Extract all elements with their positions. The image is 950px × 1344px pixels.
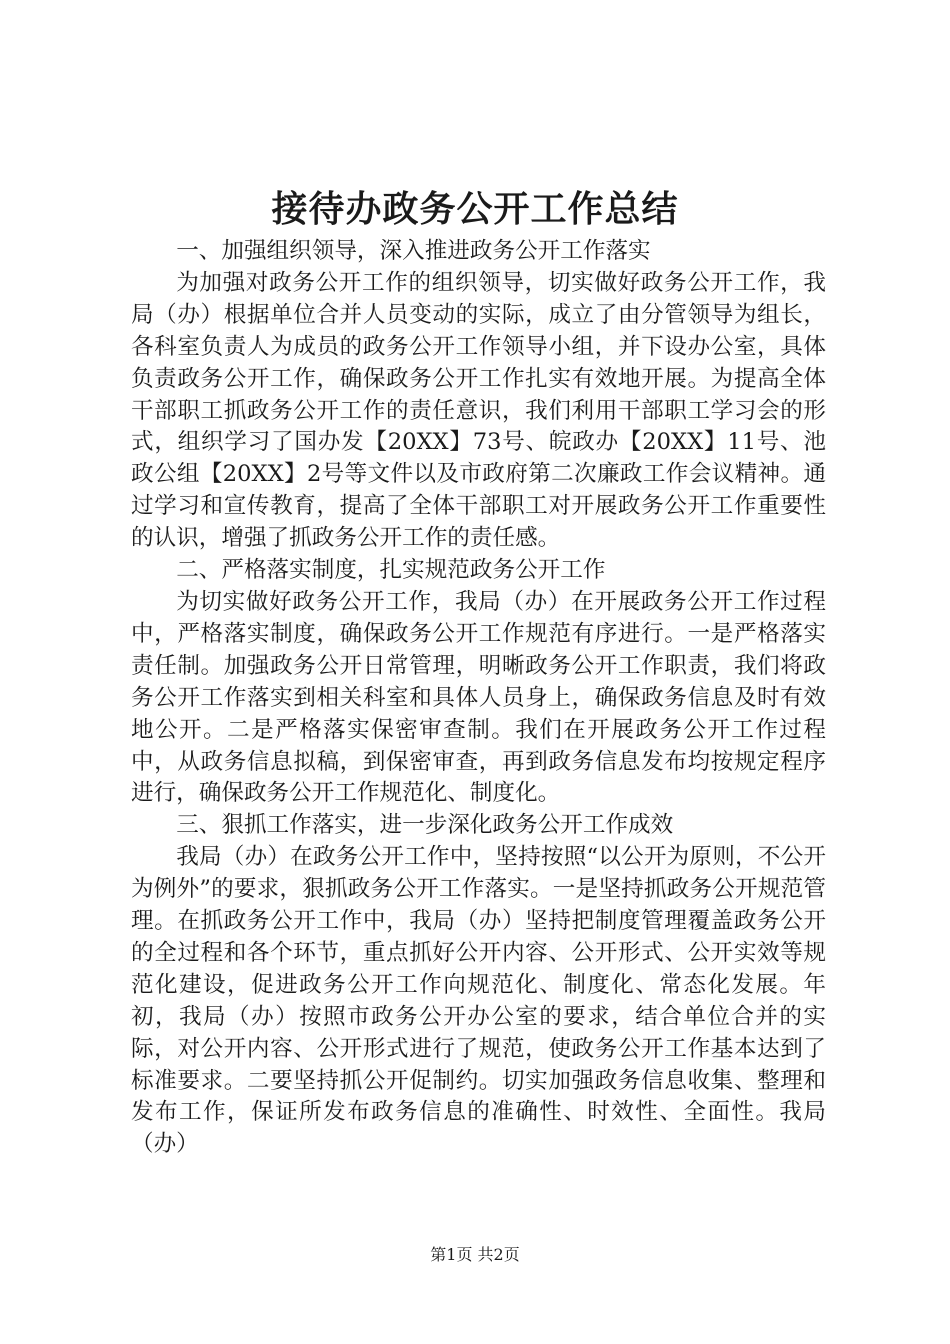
section-heading-1: 一、加强组织领导，深入推进政务公开工作落实 (176, 238, 651, 264)
section-paragraph-2: 为切实做好政务公开工作，我局（办）在开展政务公开工作过程中，严格落实制度，确保政务公开工作规范有序进行。一是严格落实责任制。加强政务公开日常管理，明晰政务公开工作职责，我们将政务公开工作落实到相关科室和具体人员身上，确保政务信息及时有效地公开。二是严格落实保密审查制。我们在开展政务公开工作过程中，从政务信息拟稿，到保密审查，再到政务信息发布均按规定程序进行，确保政务公开工作规范化、制度化。 (131, 588, 826, 807)
section-paragraph-3: 我局（办）在政务公开工作中，坚持按照“以公开为原则，不公开为例外”的要求，狠抓政务公开工作落实。一是坚持抓政务公开规范管理。在抓政务公开工作中，我局（办）坚持把制度管理覆盖政务公开的全过程和各个环节，重点抓好公开内容、公开形式、公开实效等规范化建设，促进政务公开工作向规范化、制度化、常态化发展。年初，我局（办）按照市政务公开办公室的要求，结合单位合并的实际，对公开内容、公开形式进行了规范，使政务公开工作基本达到了标准要求。二要坚持抓公开促制约。切实加强政务信息收集、整理和发布工作，保证所发布政务信息的准确性、时效性、全面性。我局（办） (131, 844, 826, 1158)
document-title: 接待办政务公开工作总结 (271, 188, 679, 230)
page-number-footer: 第1页 共2页 (430, 1245, 520, 1264)
document-body (131, 236, 826, 1161)
section-paragraph-1: 为加强对政务公开工作的组织领导，切实做好政务公开工作，我局（办）根据单位合并人员变动的实际，成立了由分管领导为组长，各科室负责人为成员的政务公开工作领导小组，并下设办公室，具体负责政务公开工作，确保政务公开工作扎实有效地开展。为提高全体干部职工抓政务公开工作的责任意识，我们利用干部职工学习会的形式，组织学习了国办发【20XX】73号、皖政办【20XX】11号、池政公组【20XX】2号等文件以及市政府第二次廉政工作会议精神。通过学习和宣传教育，提高了全体干部职工对开展政务公开工作重要性的认识，增强了抓政务公开工作的责任感。 (131, 269, 826, 552)
section-heading-3: 三、狠抓工作落实，进一步深化政务公开工作成效 (176, 812, 674, 839)
section-heading-2: 二、严格落实制度，扎实规范政务公开工作 (176, 557, 606, 584)
